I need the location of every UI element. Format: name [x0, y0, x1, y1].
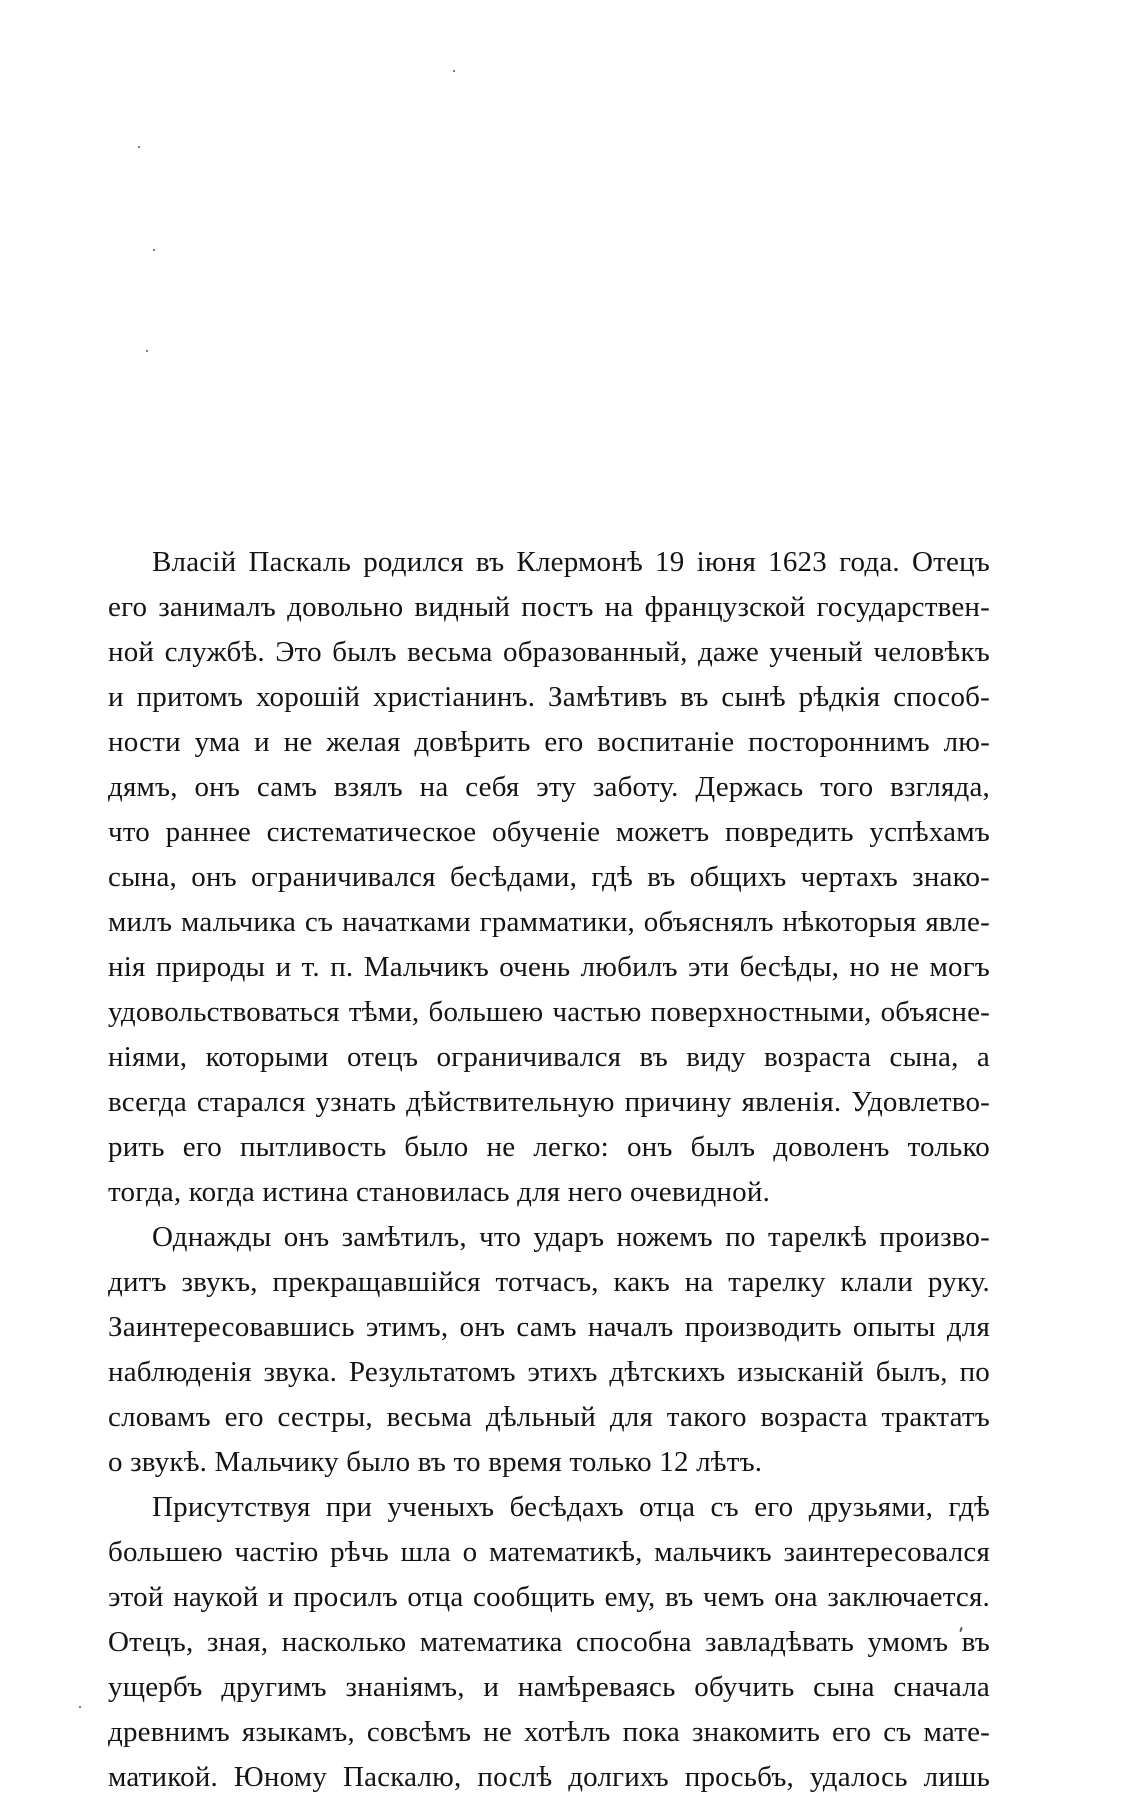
text-line: большею частію рѣчь шла о математикѣ, мальчикъ заинтересовался	[108, 1536, 990, 1568]
scan-speck	[79, 1706, 81, 1708]
text-line: матикой. Юному Паскалю, послѣ долгихъ просьбъ, удалось лишь	[108, 1761, 990, 1793]
text-line: ущербъ другимъ знаніямъ, и намѣреваясь обучить сына сначала	[108, 1671, 990, 1703]
text-line: ной службѣ. Это былъ весьма образованный, даже ученый человѣкъ	[108, 636, 990, 668]
text-line: его занималъ довольно видный постъ на французской государствен-	[108, 591, 990, 623]
text-line: древнимъ языкамъ, совсѣмъ не хотѣлъ пока знакомить его съ мате-	[108, 1716, 990, 1748]
text-line: Отецъ, зная, насколько математика способна завладѣвать умомъ въ	[108, 1626, 990, 1658]
text-line: и притомъ хорошій христіанинъ. Замѣтивъ въ сынѣ рѣдкія способ-	[108, 681, 990, 713]
text-line: рить его пытливость было не легко: онъ былъ доволенъ только	[108, 1131, 990, 1163]
text-line: сына, онъ ограничивался бесѣдами, гдѣ въ общихъ чертахъ знако-	[108, 861, 990, 893]
text-line: всегда старался узнать дѣйствительную причину явленія. Удовлетво-	[108, 1086, 990, 1118]
paragraph-1	[108, 540, 990, 1215]
paragraph-2	[108, 1215, 990, 1485]
scan-speck	[153, 249, 155, 251]
text-line: удовольствоваться тѣми, большею частью поверхностными, объясне-	[108, 996, 990, 1028]
text-line: тогда, когда истина становилась для него очевидной.	[108, 1176, 771, 1208]
scan-speck	[138, 146, 140, 148]
text-line: Однажды онъ замѣтилъ, что ударъ ножемъ по тарелкѣ произво-	[152, 1221, 990, 1253]
scan-speck	[453, 70, 455, 72]
text-line: этой наукой и просилъ отца сообщить ему, въ чемъ она заключается.	[108, 1581, 990, 1613]
text-line: ности ума и не желая довѣрить его воспитаніе постороннимъ лю-	[108, 726, 990, 758]
text-line: дямъ, онъ самъ взялъ на себя эту заботу. Держась того взгляда,	[108, 771, 990, 803]
text-line: ніями, которыми отецъ ограничивался въ виду возраста сына, а	[108, 1041, 990, 1073]
body-text	[108, 540, 990, 1800]
text-line: о звукѣ. Мальчику было въ то время только 12 лѣтъ.	[108, 1446, 763, 1478]
text-line: милъ мальчика съ начатками грамматики, объяснялъ нѣкоторыя явле-	[108, 906, 990, 938]
paragraph-3	[108, 1485, 990, 1800]
text-line: что раннее систематическое обученіе можетъ повредить успѣхамъ	[108, 816, 990, 848]
text-line: словамъ его сестры, весьма дѣльный для такого возраста трактатъ	[108, 1401, 990, 1433]
text-line: дитъ звукъ, прекращавшійся тотчасъ, какъ на тарелку клали руку.	[108, 1266, 990, 1298]
text-line: Заинтересовавшись этимъ, онъ самъ началъ производить опыты для	[108, 1311, 990, 1343]
text-line: Власій Паскаль родился въ Клермонѣ 19 іюня 1623 года. Отецъ	[152, 546, 990, 578]
scan-speck	[146, 350, 148, 352]
text-line: нія природы и т. п. Мальчикъ очень любилъ эти бесѣды, но не могъ	[108, 951, 990, 983]
text-line: наблюденія звука. Результатомъ этихъ дѣтскихъ изысканій былъ, по	[108, 1356, 990, 1388]
text-line: Присутствуя при ученыхъ бесѣдахъ отца съ его друзьями, гдѣ	[152, 1491, 990, 1523]
